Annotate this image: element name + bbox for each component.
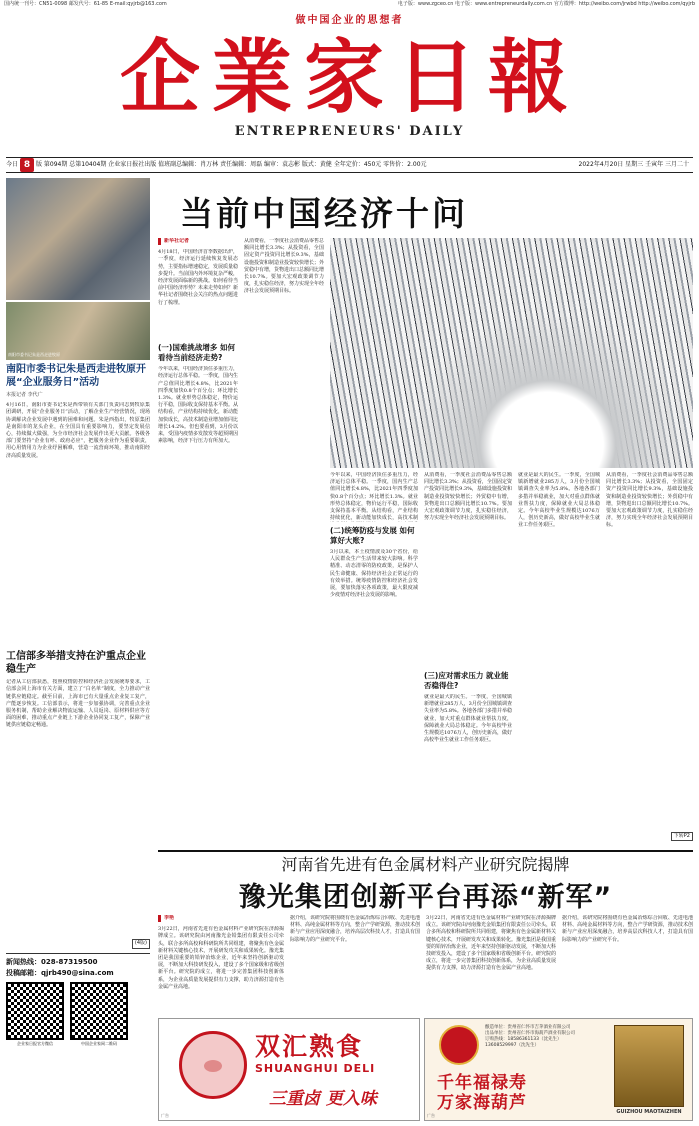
liquor-bottle-label: GUIZHOU MAOTAIZHEN [616, 1108, 682, 1115]
lead-col6-body: 从消费看，一季度社会消费品零售总额同比增长3.3%；从投资看，全国固定资产投资同比增长9.3%，基础设施投资和制造业投资较快增长；外贸稳中有增，货物进出口总额同比增长10.7%。要加大宏观政策调节力度，扎实稳住经济，努力实现全年经济社会发展预期目标。 [606, 472, 693, 529]
lead-col5-body: 就业是最大的民生。一季度，全国城镇新增就业285万人，3月份全国城镇调查失业率为5.8%。各地各部门多措并举稳就业，加大对重点群体就业帮扶力度，保障就业大局总体稳定。今年高校毕业生规模达1076万人，创历史新高，做好高校毕业生就业工作任务艰巨。 [518, 472, 600, 529]
qr-codes [6, 982, 150, 1047]
sidebar-more-link[interactable]: (4版) [132, 939, 150, 948]
masthead [0, 10, 699, 150]
section-divider [158, 850, 693, 852]
sidebar-story2-body: 记者从工信部获悉，按照疫情防控和经济社会发展统筹要求，工信部会同上海市有关方面，建立了“白名单”制度，全力推动产业链供应链稳定。截至目前，上海市已有大量重点企业复工复产，产能逐步恢复。工信部表示，将进一步加强协调，完善重点企业服务机制，帮助企业解决物流运输、人员返岗、原材料供应等方面的困难，推动重点产业链上下游企业协同复工复产，保障产业链供应链稳定畅通。 [6, 679, 150, 729]
second-story-headline[interactable]: 豫光集团创新平台再添“新军” [238, 882, 613, 913]
second-byline: 李艳 [158, 915, 284, 922]
shuanghui-brand-en: SHUANGHUI DELI [255, 1062, 376, 1075]
second-col3-body: 3月22日，河南省先进有色金属材料产业研究院在济源揭牌成立。该研究院由河南豫光金铅集团有限责任公司牵头，联合多所高校和科研院所共同组建，将聚焦有色金属新材料关键核心技术，开展研发攻关和成果转化。豫光集团是我国重要的铅锌冶炼企业，近年来坚持创新驱动发展，不断加大科技研发投入，建设了多个国家级和省级创新平台。研究院的成立，将进一步完善集团科技创新体系，为企业高质量发展提供有力支撑，助力济源打造有色金属产业高地。 [426, 915, 556, 972]
ad-label-left: 广告 [161, 1113, 169, 1119]
second-col-4 [562, 915, 693, 1015]
lead-q3-heading: (三)应对需求压力 就业能否稳得住? [424, 671, 509, 690]
lead-q2-body: 3月以来，本土疫情波及30个省份，给人民群众生产生活带来较大影响。科学精准、动态清零的防疫政策，是保护人民生命健康、保持经济社会正常运行的有效举措。统筹疫情防控和经济社会发展，要加快落实各项政策，最大限度减少疫情对经济社会发展的影响。 [330, 549, 418, 599]
masthead-slogan: 做中国企业的思想者 [295, 15, 404, 26]
lead-col3-body-top: 今年以来，中国经济顶住多重压力，经济运行总体平稳。一季度，国内生产总值同比增长4.8%，比2021年四季度加快0.8个百分点；环比增长1.3%。就业形势总体稳定，物价运行平稳，国际收支保持基本平衡。从结构看，产业结构持续优化，新动能加快成长，高技术制 [330, 472, 418, 522]
today-label: 今日 [6, 160, 19, 168]
liquor-order-info: 酿造单位：贵州省仁怀市吉茅酒业有限公司 出品单位：贵州省仁怀市海葫芦酒业有限公司 订购热线：18586361133（沈先生） 13608529997（沈先生） [485, 1025, 575, 1048]
shuanghui-ad[interactable] [158, 1018, 420, 1121]
submission-email: 投稿邮箱：qjrb490@sina.com [6, 968, 114, 977]
newspaper-logo: 企業家日報 [120, 30, 580, 124]
lead-col-6 [606, 472, 693, 848]
issue-info-bar [6, 157, 693, 173]
lead-q3-body: 就业是最大的民生。一季度，全国城镇新增就业285万人，3月份全国城镇调查失业率为5.8%。各地各部门多措并举稳就业，加大对重点群体就业帮扶力度，保障就业大局总体稳定。今年高校毕业生规模达1076万人，创历史新高，做好高校毕业生就业工作任务艰巨。 [424, 694, 512, 744]
liquor-brand-logo-icon [439, 1025, 479, 1065]
lead-continue-link[interactable]: 下转P2 [671, 832, 693, 841]
qr2-caption: 中国企业家网二维码 [81, 1040, 117, 1046]
left-sidebar [6, 178, 150, 1120]
page-count-badge: 8 [20, 158, 34, 172]
second-col1-body: 3月22日，河南省先进有色金属材料产业研究院在济源揭牌成立。该研究院由河南豫光金铅集团有限责任公司牵头，联合多所高校和科研院所共同组建，将聚焦有色金属新材料关键核心技术，开展研发攻关和成果转化。豫光集团是我国重要的铅锌冶炼企业，近年来坚持创新驱动发展，不断加大科技研发投入，建设了多个国家级和省级创新平台。研究院的成立，将进一步完善集团科技创新体系，为企业高质量发展提供有力支撑，助力济源打造有色金属产业高地。 [158, 926, 284, 990]
newspaper-logo-en: ENTREPRENEURS' DAILY [234, 124, 465, 139]
sidebar-story1-title[interactable]: 南阳市委书记朱是西走进牧原开展“企业服务日”活动 [6, 364, 146, 388]
qr1-caption: 企业家日报官方微信 [17, 1040, 53, 1046]
second-col-2 [290, 915, 420, 1015]
lead-col4-body-top: 从消费看，一季度社会消费品零售总额同比增长3.3%；从投资看，全国固定资产投资同比增长9.3%，基础设施投资和制造业投资较快增长；外贸稳中有增，货物进出口总额同比增长10.7%。要加大宏观政策调节力度，扎实稳住经济，努力实现全年经济社会发展预期目标。 [424, 472, 512, 522]
second-col4-body: 据介绍，该研究院将围绕有色金属冶炼综合回收、先进电池材料、高纯金属材料等方向，整合产学研资源，推动技术创新与产业应用深度融合，培养高层次科技人才，打造具有国际影响力的产业研究平台。 [562, 915, 693, 943]
lead-col-5 [518, 472, 600, 848]
sidebar-story1-body: 4月16日，南阳市委书记朱是西带领有关部门负责同志到牧原集团调研，开展“企业服务日”活动，了解企业生产经营情况，现场协调解决企业发展中遇到的困难和问题。朱是西指出，牧原集团是南阳市的龙头企业，在全国具有重要影响力，要坚定发展信心，持续做大做强，为全市经济社会发展作出更大贡献。各级各部门要坚持“企业有呼、政府必应”，把服务企业作为重要职责，用心用情用力为企业纾困解难，营造一流营商环境，推动南阳经济高质量发展。 [6, 402, 150, 459]
lead-col2-body: 从消费看，一季度社会消费品零售总额同比增长3.3%；从投资看，全国固定资产投资同比增长9.3%，基础设施投资和制造业投资较快增长；外贸稳中有增，货物进出口总额同比增长10.7%。要加大宏观政策调节力度，扎实稳住经济，努力实现全年经济社会发展预期目标。 [244, 238, 324, 295]
lead-col-1 [158, 238, 238, 848]
edition-info: 版 第094期 总第10404期 企业家日报社出版 值班副总编辑：肖万林 责任编辑：周磊 编审：袁志彬 版式：黄健 全年定价：450元 零售价：2.00元 [36, 160, 427, 168]
lead-col-3 [330, 472, 418, 848]
shuanghui-slogan: 三重卤 更入味 [269, 1089, 377, 1109]
lead-source-tag: 新华社记者 [158, 238, 238, 245]
second-col2-body: 据介绍，该研究院将围绕有色金属冶炼综合回收、先进电池材料、高纯金属材料等方向，整合产学研资源，推动技术创新与产业应用深度融合，培养高层次科技人才，打造具有国际影响力的产业研究平台。 [290, 915, 420, 943]
issue-date: 2022年4月20日 星期三 壬寅年 三月二十 [578, 160, 689, 168]
top-strip-left: 国内统一刊号：CN51-0098 邮发代号：61-85 E-mail:qyjrb@163.com [4, 1, 167, 7]
sidebar-story2-title[interactable]: 工信部多举措支持在沪重点企业稳生产 [6, 651, 146, 675]
news-hotline: 新闻热线：028-87319500 [6, 953, 150, 967]
wechat-qr-code-icon [6, 982, 64, 1040]
second-col-1 [158, 915, 284, 1015]
second-story-kicker: 河南省先进有色金属材料产业研究院揭牌 [281, 855, 570, 874]
lead-photo-textile-spools [330, 238, 693, 468]
second-col-3 [426, 915, 556, 1015]
liquor-slogan-line1: 千年福禄寿 [437, 1073, 527, 1093]
top-info-strip [0, 0, 699, 9]
lead-q2-heading: (二)统筹防疫与发展 如何算好大账? [330, 526, 415, 545]
liquor-bottle-box-image [614, 1025, 684, 1107]
sidebar-photo-caption: 南阳市委书记朱是西走进牧原 [8, 352, 60, 358]
lead-headline[interactable]: 当前中国经济十问 [180, 194, 468, 233]
lead-intro: 4月18日，中国经济首季数据出炉，一季度，经济运行延续恢复发展态势，主要指标增速稳定，发展质量稳步提升。当前国内外环境复杂严峻，经济发展面临新的挑战。如何看待当前中国经济形势？未来走势如何？新华社记者围绕社会关注的热点问题进行了梳理。 [158, 249, 238, 306]
ad-label-right: 广告 [427, 1113, 435, 1119]
lead-q1-heading: (一)国难挑战增多 如何看待当前经济走势? [158, 343, 235, 363]
pig-logo-icon [179, 1031, 247, 1099]
sidebar-photo-top [6, 178, 150, 300]
sidebar-story1-byline: 本报记者 李代广 [6, 392, 43, 398]
lead-q1-body: 今年以来，中国经济顶住多重压力，经济运行总体平稳。一季度，国内生产总值同比增长4.8%，比2021年四季度加快0.8个百分点；环比增长1.3%。就业形势总体稳定，物价运行平稳，国际收支保持基本平衡。从结构看，产业结构持续优化，新动能加快成长，高技术制造业增加值同比增长14.2%。但也要看到，3月份以来，受国内疫情多发散发等超预期因素影响，经济下行压力有所加大。 [158, 366, 238, 445]
sidebar-photo-bottom [6, 302, 150, 360]
shuanghui-brand-cn: 双汇熟食 [255, 1032, 364, 1061]
top-strip-center: 电子版：www.zgceo.cn 电子版：www.entrepreneurdaily.com.cn 官方微博：http://weibo.com/jrwbd http://weibo.com/qyjrb [397, 1, 695, 7]
web-qr-code-icon [70, 982, 128, 1040]
liquor-slogan-line2: 万家海葫芦 [437, 1093, 527, 1113]
lead-col-2 [244, 238, 324, 848]
lead-col-4 [424, 472, 512, 848]
haihulu-liquor-ad[interactable] [424, 1018, 693, 1121]
